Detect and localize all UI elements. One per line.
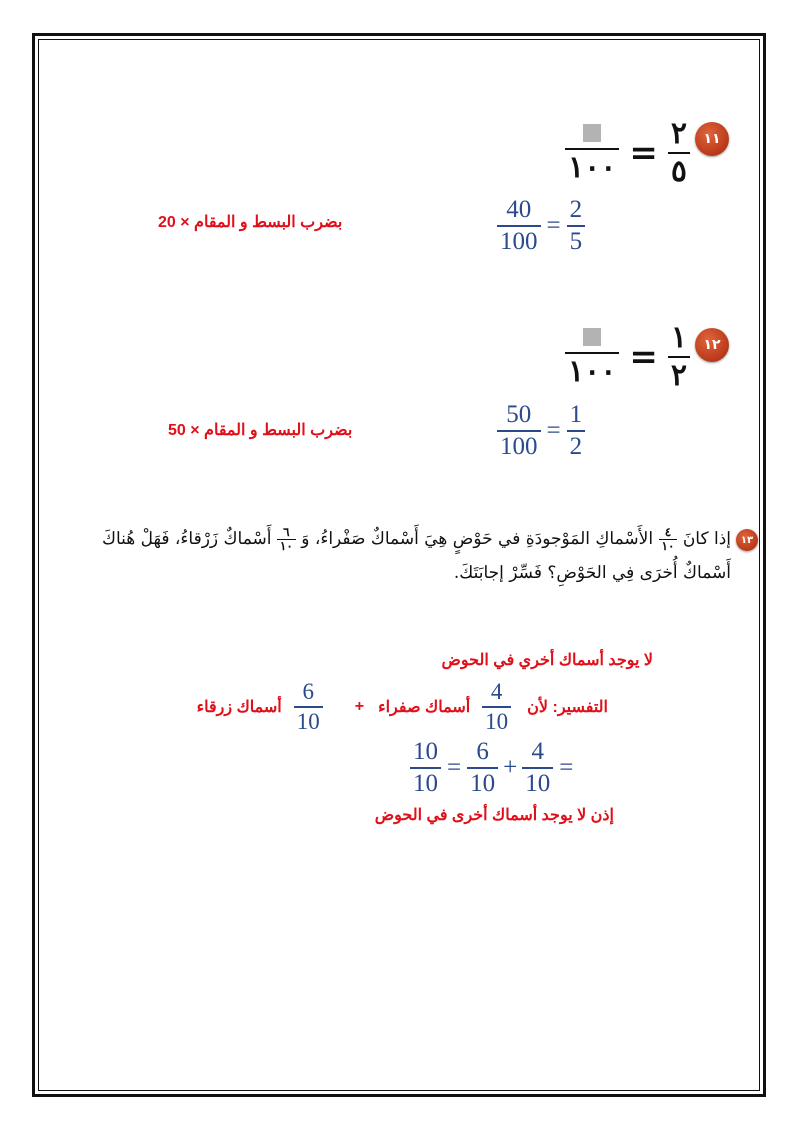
exercise-11-printed-lhs-den: ١٠٠ [568, 149, 617, 185]
question-fraction-yellow-num: ٤ [664, 525, 672, 540]
exercise-11-printed-equation [565, 118, 690, 187]
exercise-11-solution-rhs-den: 5 [569, 228, 583, 256]
exercise-12-solution-lhs-den: 100 [500, 433, 538, 461]
equation-result [410, 739, 441, 798]
exercise-11-number: ١١ [703, 131, 721, 147]
question-fraction-blue-num: ٦ [283, 525, 290, 540]
exercise-12-solution-rhs-num: 1 [569, 401, 583, 428]
question-fraction-blue-den: ١٠ [279, 539, 293, 553]
answer-blank-box [583, 328, 601, 346]
exercise-11-solution-lhs-num: 40 [506, 196, 532, 223]
explanation-yellow-text: أسماك صفراء [378, 699, 471, 717]
exercise-12-number: ١٢ [703, 337, 721, 353]
equation-term-b-num: 4 [531, 738, 544, 765]
exercise-13-explanation [197, 680, 608, 734]
exercise-12-badge [695, 328, 729, 362]
explanation-fraction-blue-num: 6 [302, 679, 314, 704]
equals-sign: = [546, 417, 561, 445]
exercise-11-solution-rhs [567, 197, 586, 256]
equation-term-a-num: 6 [476, 738, 489, 765]
exercise-13-conclusion: إذن لا يوجد أسماك أخرى في الحوض [374, 807, 614, 824]
exercise-13-answer: لا يوجد أسماك أخري في الحوض [441, 652, 653, 669]
exercise-12-solution-lhs [497, 402, 541, 461]
exercise-12-printed-lhs [565, 326, 619, 388]
exercise-12-printed-rhs-num: ١ [670, 320, 687, 355]
exercise-11-printed-rhs [668, 118, 690, 187]
exercise-11-printed-rhs-num: ٢ [670, 116, 687, 151]
explanation-fraction-yellow [482, 680, 511, 734]
equals-sign: = [559, 754, 574, 782]
exercise-12-printed-lhs-den: ١٠٠ [568, 353, 617, 389]
exercise-12-solution-rhs-den: 2 [569, 433, 583, 461]
exercise-12-solution [497, 402, 585, 461]
exercise-11-printed-rhs-den: ٥ [670, 153, 687, 189]
exercise-11-solution-rhs-num: 2 [569, 196, 583, 223]
question-text-part1: إذا كانَ [682, 529, 731, 549]
explanation-fraction-yellow-num: 4 [490, 679, 503, 704]
equals-sign: = [546, 212, 561, 240]
exercise-13-question [66, 522, 731, 590]
explanation-plus: + [354, 698, 365, 716]
explanation-fraction-blue [294, 680, 323, 734]
explanation-fraction-yellow-den: 10 [485, 709, 509, 735]
exercise-12-printed-rhs [668, 322, 690, 391]
exercise-12-printed-rhs-den: ٢ [670, 357, 687, 393]
equals-sign: = [447, 754, 462, 782]
exercise-13-equation [410, 739, 579, 798]
explanation-label: التفسير: لأن [527, 699, 608, 717]
equation-term-b [522, 739, 553, 798]
exercise-11-printed-lhs [565, 122, 619, 184]
exercise-11-badge [695, 122, 729, 156]
exercise-12-note: بضرب البسط و المقام × 50 [168, 422, 353, 439]
exercise-12-solution-lhs-num: 50 [506, 401, 532, 428]
plus-sign: + [503, 754, 518, 782]
exercise-11-solution-lhs-den: 100 [500, 228, 538, 256]
exercise-12-solution-rhs [567, 402, 586, 461]
question-text-part2: الأَسْماكِ المَوْجودَةِ في حَوْضٍ هِيَ أَسْماكٌ صَفْراءُ، وَ [301, 529, 654, 549]
question-fraction-yellow-den: ١٠ [661, 539, 675, 553]
exercise-11-note: بضرب البسط و المقام × 20 [158, 214, 343, 231]
equals-sign: = [629, 132, 658, 173]
equation-term-a [467, 739, 498, 798]
exercise-11-solution-lhs [497, 197, 541, 256]
exercise-13-badge [736, 529, 758, 551]
equation-result-num: 10 [413, 738, 438, 765]
exercise-11-solution [497, 197, 585, 256]
explanation-blue-text: أسماك زرقاء [196, 699, 282, 717]
equation-result-den: 10 [413, 770, 438, 798]
question-fraction-blue [277, 526, 296, 552]
answer-blank-box [583, 124, 601, 142]
exercise-13-number: ١٣ [740, 534, 754, 546]
explanation-fraction-blue-den: 10 [296, 709, 320, 735]
question-fraction-yellow [659, 526, 678, 552]
equation-term-a-den: 10 [470, 770, 496, 798]
question-text-part3: أَسْماكٌ زَرْقاءُ، فَهَلْ هُناكَ أَسْماكٌ أُخرَى فِي الحَوْضِ؟ فَسِّرْ إجابَتَكَ. [101, 529, 731, 583]
equation-term-b-den: 10 [525, 770, 551, 798]
exercise-12-printed-equation [565, 322, 690, 391]
equals-sign: = [629, 336, 658, 377]
